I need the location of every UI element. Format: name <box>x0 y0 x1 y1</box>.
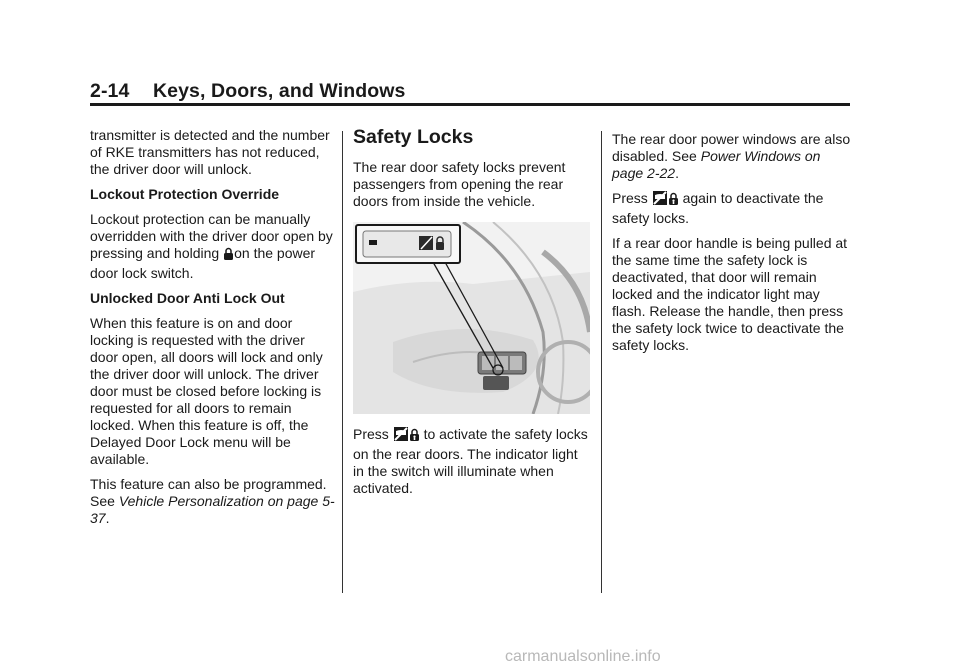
child-lock-icon <box>668 192 679 210</box>
column-3 <box>612 131 852 362</box>
paragraph: The rear door safety locks prevent passengers from opening the rear doors from inside the vehicle. <box>353 159 566 209</box>
window-lockout-icon <box>393 426 409 446</box>
lock-button-icon <box>223 247 234 265</box>
page-number: 2-14 <box>90 80 130 102</box>
window-lockout-icon <box>652 190 668 210</box>
subheading-lockout-override: Lockout Protection Override <box>90 186 280 202</box>
cross-reference-link[interactable]: Vehicle Personalization on page 5-37 <box>90 493 335 526</box>
column-1 <box>90 127 335 535</box>
header-rule <box>90 103 850 106</box>
door-switch-illustration <box>353 222 590 414</box>
section-title: Keys, Doors, and Windows <box>152 80 406 102</box>
paragraph: If a rear door handle is being pulled at the same time the safety lock is deactivated, that door will remain locked and the indicator light may flash. Release the handle, then press the safety lock twice to deactivate the safety locks. <box>612 235 848 353</box>
column-divider <box>601 131 602 593</box>
page-header <box>90 80 405 103</box>
paragraph: The rear door power windows are also disabled. See Power Windows on page 2-22. <box>612 131 851 181</box>
child-lock-icon <box>409 428 420 446</box>
subheading-unlocked-door: Unlocked Door Anti Lock Out <box>90 290 285 306</box>
watermark: carmanualsonline.info <box>505 648 661 665</box>
paragraph: Press again to deactivate the safety locks. <box>612 190 824 226</box>
column-2 <box>353 125 591 505</box>
cross-reference-link[interactable]: Power Windows on page 2-22 <box>612 148 821 181</box>
paragraph: When this feature is on and door locking is requested with the driver door open, all doors will lock and only the driver door will unlock. The driver door must be closed before locking is requested for all doors to remain locked. When this feature is off, the Delayed Door Lock menu will be available. <box>90 315 323 467</box>
paragraph: Press to activate the safety locks on the rear doors. The indicator light in the switch will illuminate when activated. <box>353 426 588 496</box>
section-heading-safety-locks: Safety Locks <box>353 126 474 148</box>
column-divider <box>342 131 343 593</box>
paragraph: transmitter is detected and the number of RKE transmitters has not reduced, the driver door will unlock. <box>90 127 330 177</box>
paragraph: Lockout protection can be manually overridden with the driver door open by pressing and holding on the power door lock switch. <box>90 211 333 281</box>
paragraph: This feature can also be programmed. See Vehicle Personalization on page 5-37. <box>90 476 335 526</box>
